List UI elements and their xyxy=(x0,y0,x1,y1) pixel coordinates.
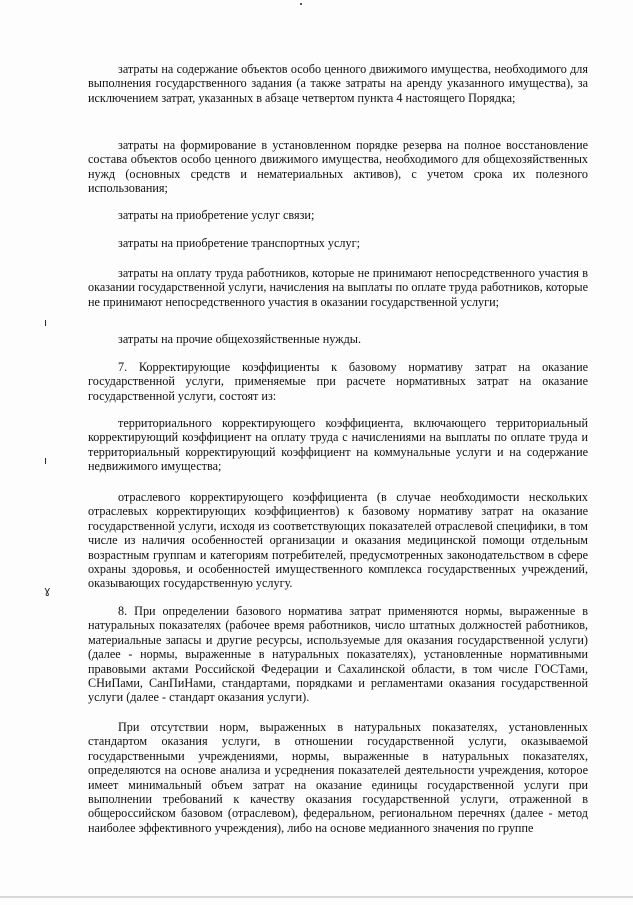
scan-bottom-edge xyxy=(0,896,633,898)
margin-mark-2: ı xyxy=(44,454,48,467)
paragraph-11: При отсутствии норм, выраженных в натуральных показателях, установленных стандартом оказания услуги, в отношении государственной услуги, оказываемой государственными учреждениями, нормы, выраженные в натуральных показателях, определяются на основе анализа и усреднения показателей деятельности учреждения, которое имеет минимальный объем затрат на оказание единицы государственной услуги при выполнении требований к качеству оказания государственной услуги, отраженной в общероссийском базовом (отраслевом), федеральном, региональном перечнях (далее - метод наиболее эффективного учреждения), либо на основе медианного значения по группе xyxy=(88,720,588,835)
paragraph-10: 8. При определении базового норматива затрат применяются нормы, выраженные в натуральных показателях (рабочее время работников, число штатных должностей работников, материальные запасы и другие ресурсы, используемые для оказания государственной услуги) (далее - нормы, выраженные в натуральных показателях), установленные нормативными правовыми актами Российской Федерации и Сахалинской области, в том числе ГОСТами, СНиПами, СанПиНами, стандартами, порядками и регламентами оказания государственной услуги (далее - стандарт оказания услуги). xyxy=(88,604,588,705)
paragraph-9: отраслевого корректирующего коэффициента (в случае необходимости нескольких отраслевых корректирующих коэффициентов) к базовому нормативу затрат на оказание государственной услуги, исходя из соответствующих показателей отраслевой специфики, в том числе из наличия особенностей организации и оказания медицинской помощи отдельным возрастным группам и категориям потребителей, предусмотренных законодательством в сфере охраны здоровья, и особенностей имущественного комплекса государственных учреждений, оказывающих государственную услугу. xyxy=(88,490,588,591)
paragraph-6: затраты на прочие общехозяйственные нужды. xyxy=(118,332,362,346)
scan-speck xyxy=(300,3,302,5)
margin-mark-3: ɣ xyxy=(44,584,51,597)
paragraph-7: 7. Корректирующие коэффициенты к базовому нормативу затрат на оказание государственной услуги, применяемые при расчете нормативных затрат на оказание государственной услуги, состоят из: xyxy=(88,360,588,403)
margin-mark-1: ı xyxy=(44,316,48,329)
paragraph-2: затраты на формирование в установленном порядке резерва на полное восстановление состава объектов особо ценного движимого имущества, необходимого для общехозяйственных нужд (основных средств и нематериальных активов), с учетом срока их полезного использования; xyxy=(88,138,588,196)
paragraph-8: территориального корректирующего коэффициента, включающего территориальный корректирующий коэффициент на оплату труда с начислениями на выплаты по оплате труда и территориальный корректирующий коэффициент на коммунальные услуги и на содержание недвижимого имущества; xyxy=(88,416,588,474)
paragraph-3: затраты на приобретение услуг связи; xyxy=(118,208,315,222)
paragraph-4: затраты на приобретение транспортных услуг; xyxy=(118,236,360,250)
paragraph-1: затраты на содержание объектов особо ценного движимого имущества, необходимого для выполнения государственного задания (а также затраты на аренду указанного имущества), за исключением затрат, указанных в абзаце четвертом пункта 4 настоящего Порядка; xyxy=(88,62,588,105)
paragraph-5: затраты на оплату труда работников, которые не принимают непосредственного участия в оказании государственной услуги, начисления на выплаты по оплате труда работников, которые не принимают непосредственного участия в оказании государственной услуги; xyxy=(88,266,588,309)
